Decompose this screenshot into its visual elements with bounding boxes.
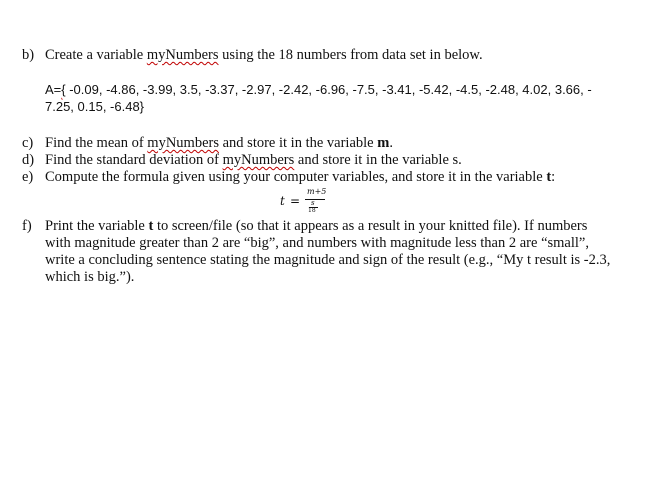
dataset-line-1 — [45, 81, 592, 98]
item-c-text-end: . — [389, 135, 393, 151]
item-e-text — [45, 169, 555, 186]
item-e-text-before: Compute the formula given using your computer variables, and store it in the variable — [45, 169, 547, 185]
item-f-line-1-before: Print the variable — [45, 218, 149, 234]
item-f-marker: f) — [22, 218, 32, 234]
formula — [280, 187, 340, 215]
dataset-open-brace: { — [61, 82, 66, 97]
formula-lhs: t — [280, 194, 285, 208]
item-f-line-1 — [45, 218, 587, 235]
item-d-text — [45, 152, 462, 169]
item-b-text — [45, 47, 483, 64]
item-f-line-3: write a concluding sentence stating the magnitude and sign of the result (e.g., “My t result is -2.3, — [45, 252, 611, 268]
item-b-text-before: Create a variable — [45, 47, 147, 63]
item-f-line-1-after: to screen/file (so that it appears as a result in your knitted file). If numbers — [153, 218, 588, 234]
item-d-text-after: and store it in the variable s. — [294, 152, 462, 168]
item-b-var-name: myNumbers — [146, 47, 219, 63]
item-f-line-1-var: t — [148, 218, 154, 234]
formula-denominator-bottom: 18 — [308, 207, 316, 214]
formula-fraction-bar — [305, 199, 325, 200]
dataset-values-line-2: 7.25, 0.15, -6.48} — [45, 99, 145, 114]
dataset-values-line-1: -0.09, -4.86, -3.99, 3.5, -3.37, -2.97, -2.42, -6.96, -7.5, -3.41, -5.42, -4.5, -2.48, 4.02, 3.66, - — [65, 82, 592, 97]
item-c-target-var: m — [377, 135, 390, 151]
item-d-var-name: myNumbers — [222, 152, 295, 168]
item-c-text-before: Find the mean of — [45, 135, 148, 151]
item-b-marker: b) — [22, 47, 35, 63]
formula-denominator-top: s — [311, 199, 315, 207]
formula-numerator: m+5 — [307, 187, 327, 196]
item-d-text-before: Find the standard deviation of — [45, 152, 223, 168]
item-c-marker: c) — [22, 135, 34, 151]
dataset-line-2 — [45, 98, 144, 115]
dataset-prefix: A= — [45, 82, 62, 97]
item-c-text-middle: and store it in the variable — [218, 135, 378, 151]
item-f-line-4: which is big.”). — [45, 269, 135, 285]
item-c-var-name: myNumbers — [147, 135, 219, 151]
item-c-text — [45, 135, 393, 152]
item-f-line-2: with magnitude greater than 2 are “big”, and numbers with magnitude less than 2 are “small”, — [45, 235, 589, 251]
formula-equals: = — [290, 194, 301, 208]
item-d-marker: d) — [22, 152, 35, 168]
item-b-text-after: using the 18 numbers from data set in below. — [218, 47, 483, 63]
item-e-target-var: t — [546, 169, 552, 185]
item-e-text-end: : — [551, 169, 556, 185]
item-e-marker: e) — [22, 169, 34, 185]
